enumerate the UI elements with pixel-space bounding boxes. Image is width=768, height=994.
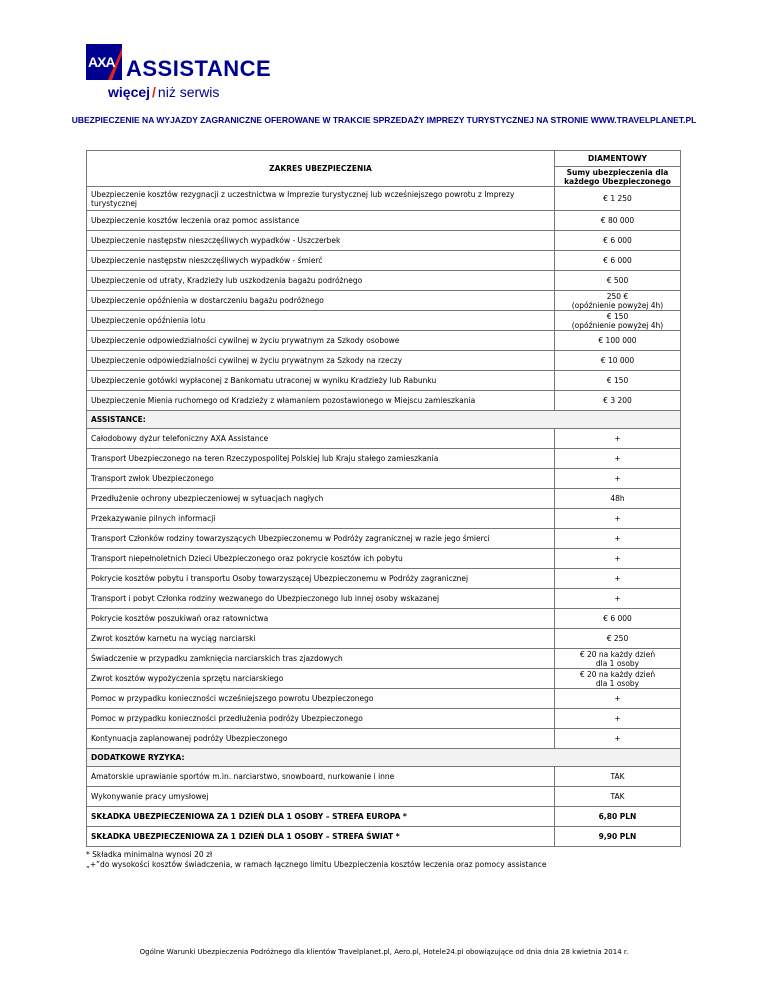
- footnote-plus-meaning: „+”do wysokości kosztów świadczenia, w ramach łącznego limitu Ubezpieczenia kosztów leczenia oraz pomocy assistance: [86, 860, 547, 869]
- table-row: [87, 187, 681, 211]
- ski-value-1a: € 20 na każdy dzień: [579, 649, 656, 659]
- table-row: [87, 331, 681, 351]
- row-value: € 80 000: [555, 211, 681, 231]
- premium-label: SKŁADKA UBEZPIECZENIOWA ZA 1 DZIEŃ DLA 1 OSOBY – STREFA ŚWIAT *: [87, 827, 555, 847]
- general-terms-note: Ogólne Warunki Ubezpieczenia Podróżnego dla klientów Travelplanet.pl, Aero.pl, Hotele24.pl obowiązujące od dnia dnia 28 kwietnia 2014 r.: [139, 948, 629, 956]
- row-label: Pomoc w przypadku konieczności przedłużenia podróży Ubezpieczonego: [87, 709, 555, 729]
- insurance-table: [86, 150, 681, 847]
- table-row: [87, 211, 681, 231]
- row-label: Przekazywanie pilnych informacji: [87, 509, 555, 529]
- row-label: Ubezpieczenie opóźnienia lotu: [87, 311, 555, 331]
- table-row: [87, 609, 681, 629]
- ski-value-2a: € 20 na każdy dzień: [579, 669, 656, 679]
- table-row: [87, 469, 681, 489]
- plan-header: DIAMENTOWY: [555, 151, 681, 167]
- table-row: [87, 729, 681, 749]
- premium-row: [87, 807, 681, 827]
- table-row: [87, 251, 681, 271]
- axa-assistance-logo: [86, 44, 272, 102]
- row-value: 48h: [555, 489, 681, 509]
- row-label: Ubezpieczenie odpowiedzialności cywilnej w życiu prywatnym za Szkody na rzeczy: [87, 351, 555, 371]
- table-row: [87, 787, 681, 807]
- table-row: [87, 271, 681, 291]
- row-value: [555, 311, 681, 331]
- logo-axa-text: AXA: [88, 54, 115, 70]
- row-value: [555, 669, 681, 689]
- table-row: [87, 291, 681, 311]
- row-value: € 1 250: [555, 187, 681, 211]
- section-row: [87, 749, 681, 767]
- premium-row: [87, 827, 681, 847]
- page-title: UBEZPIECZENIE NA WYJAZDY ZAGRANICZNE OFEROWANE W TRAKCIE SPRZEDAŻY IMPREZY TURYSTYCZNEJ NA STRONIE WWW.TRAVELPLANET.PL: [71, 115, 697, 125]
- delay-value-1: 250 €: [606, 291, 629, 301]
- table-row: [87, 489, 681, 509]
- row-label: Transport Ubezpieczonego na teren Rzeczypospolitej Polskiej lub Kraju stałego zamieszkania: [87, 449, 555, 469]
- row-value: [555, 649, 681, 669]
- sums-header: Sumy ubezpieczenia dla każdego Ubezpieczonego: [555, 167, 681, 187]
- row-label: Całodobowy dyżur telefoniczny AXA Assistance: [87, 429, 555, 449]
- scope-header: ZAKRES UBEZPIECZENIA: [87, 151, 555, 187]
- table-row: [87, 689, 681, 709]
- row-value: +: [555, 469, 681, 489]
- row-value: +: [555, 709, 681, 729]
- table-row: [87, 509, 681, 529]
- row-value: +: [555, 429, 681, 449]
- table-row: [87, 549, 681, 569]
- row-label: Transport i pobyt Członka rodziny wezwanego do Ubezpieczonego lub innej osoby wskazanej: [87, 589, 555, 609]
- row-label: Ubezpieczenie następstw nieszczęśliwych wypadków - śmierć: [87, 251, 555, 271]
- row-label: Ubezpieczenie kosztów rezygnacji z uczestnictwa w Imprezie turystycznej lub wcześniejszego powrotu z Imprezy turystycznej: [87, 187, 555, 211]
- table-row: [87, 529, 681, 549]
- row-value: +: [555, 689, 681, 709]
- table-row: [87, 649, 681, 669]
- row-value: +: [555, 549, 681, 569]
- row-label: Przedłużenie ochrony ubezpieczeniowej w sytuacjach nagłych: [87, 489, 555, 509]
- row-label: Zwrot kosztów wypożyczenia sprzętu narciarskiego: [87, 669, 555, 689]
- premium-value: 9,90 PLN: [555, 827, 681, 847]
- row-label: Pokrycie kosztów pobytu i transportu Osoby towarzyszącej Ubezpieczonemu w Podróży zagranicznej: [87, 569, 555, 589]
- table-row: [87, 669, 681, 689]
- table-row: [87, 391, 681, 411]
- assistance-section-title: ASSISTANCE:: [87, 411, 681, 429]
- axa-logo-box: [86, 44, 122, 80]
- row-value: +: [555, 529, 681, 549]
- row-value: +: [555, 729, 681, 749]
- table-row: [87, 449, 681, 469]
- row-value: € 6 000: [555, 251, 681, 271]
- row-value: € 10 000: [555, 351, 681, 371]
- row-label: Transport Członków rodziny towarzyszących Ubezpieczonemu w Podróży zagranicznej w razie jego śmierci: [87, 529, 555, 549]
- row-label: Transport zwłok Ubezpieczonego: [87, 469, 555, 489]
- row-label: Ubezpieczenie gotówki wypłaconej z Bankomatu utraconej w wyniku Kradzieży lub Rabunku: [87, 371, 555, 391]
- row-value: € 150: [555, 371, 681, 391]
- logo-assistance-text: ASSISTANCE: [126, 56, 272, 81]
- table-row: [87, 351, 681, 371]
- delay-note-1: (opóźnienie powyżej 4h): [571, 300, 664, 310]
- row-label: Wykonywanie pracy umysłowej: [87, 787, 555, 807]
- tagline-rest: niż serwis: [157, 84, 220, 100]
- delay-note-2: (opóźnienie powyżej 4h): [571, 320, 664, 330]
- row-label: Transport niepełnoletnich Dzieci Ubezpieczonego oraz pokrycie kosztów ich pobytu: [87, 549, 555, 569]
- table-row: [87, 767, 681, 787]
- table-row: [87, 429, 681, 449]
- extra-risks-section-title: DODATKOWE RYZYKA:: [87, 749, 681, 767]
- footnote-min-premium: * Składka minimalna wynosi 20 zł: [86, 850, 213, 859]
- row-label: Ubezpieczenie kosztów leczenia oraz pomoc assistance: [87, 211, 555, 231]
- row-value: TAK: [555, 767, 681, 787]
- row-label: Kontynuacja zaplanowanej podróży Ubezpieczonego: [87, 729, 555, 749]
- row-label: Zwrot kosztów karnetu na wyciąg narciarski: [87, 629, 555, 649]
- table-row: [87, 569, 681, 589]
- row-value: +: [555, 569, 681, 589]
- delay-value-2: € 150: [606, 311, 629, 321]
- row-label: Pomoc w przypadku konieczności wcześniejszego powrotu Ubezpieczonego: [87, 689, 555, 709]
- row-value: € 6 000: [555, 231, 681, 251]
- row-label: Ubezpieczenie Mienia ruchomego od Kradzieży z włamaniem pozostawionego w Miejscu zamieszkania: [87, 391, 555, 411]
- row-label: Ubezpieczenie opóźnienia w dostarczeniu bagażu podróżnego: [87, 291, 555, 311]
- ski-value-1b: dla 1 osoby: [595, 658, 640, 668]
- section-row: [87, 411, 681, 429]
- table-row: [87, 231, 681, 251]
- tagline-slash: /: [152, 84, 156, 100]
- table-row: [87, 589, 681, 609]
- logo-tagline: [108, 84, 219, 100]
- row-label: Ubezpieczenie odpowiedzialności cywilnej w życiu prywatnym za Szkody osobowe: [87, 331, 555, 351]
- row-value: € 500: [555, 271, 681, 291]
- row-value: +: [555, 589, 681, 609]
- row-value: [555, 291, 681, 311]
- table-row: [87, 629, 681, 649]
- row-value: € 6 000: [555, 609, 681, 629]
- tagline-bold: więcej: [108, 84, 151, 100]
- row-label: Amatorskie uprawianie sportów m.in. narciarstwo, snowboard, nurkowanie i inne: [87, 767, 555, 787]
- row-value: € 100 000: [555, 331, 681, 351]
- row-label: Ubezpieczenie od utraty, Kradzieży lub uszkodzenia bagażu podróżnego: [87, 271, 555, 291]
- row-value: € 250: [555, 629, 681, 649]
- row-value: € 3 200: [555, 391, 681, 411]
- row-value: +: [555, 509, 681, 529]
- premium-label: SKŁADKA UBEZPIECZENIOWA ZA 1 DZIEŃ DLA 1 OSOBY – STREFA EUROPA *: [87, 807, 555, 827]
- table-row: [87, 311, 681, 331]
- row-label: Pokrycie kosztów poszukiwań oraz ratownictwa: [87, 609, 555, 629]
- table-row: [87, 371, 681, 391]
- table-row: [87, 709, 681, 729]
- row-value: TAK: [555, 787, 681, 807]
- ski-value-2b: dla 1 osoby: [595, 678, 640, 688]
- row-label: Świadczenie w przypadku zamknięcia narciarskich tras zjazdowych: [87, 649, 555, 669]
- premium-value: 6,80 PLN: [555, 807, 681, 827]
- row-value: +: [555, 449, 681, 469]
- row-label: Ubezpieczenie następstw nieszczęśliwych wypadków - Uszczerbek: [87, 231, 555, 251]
